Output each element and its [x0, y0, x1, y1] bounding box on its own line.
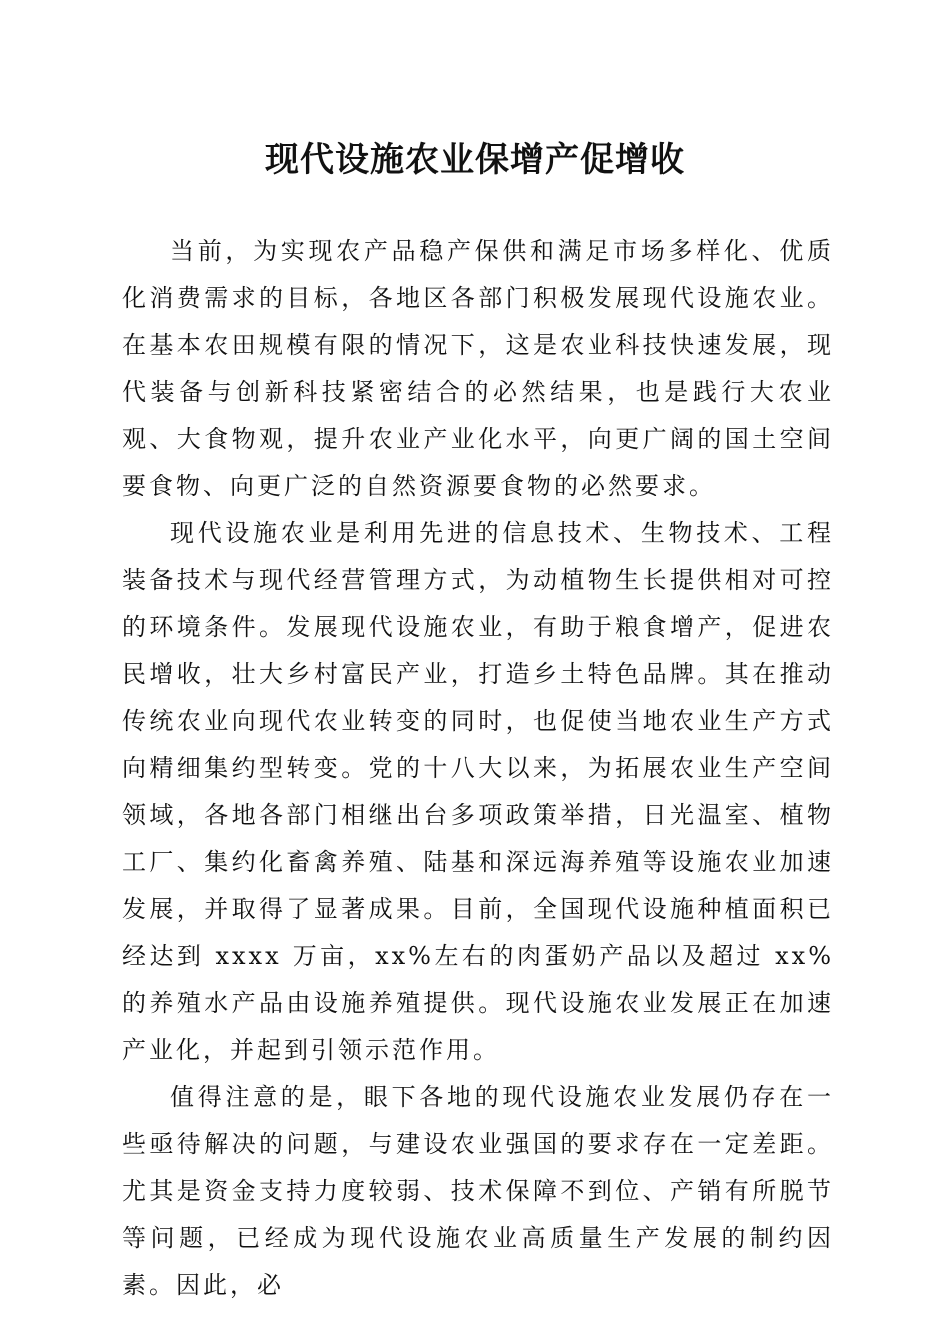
- document-body: [122, 228, 834, 1309]
- paragraph-1: 当前，为实现农产品稳产保供和满足市场多样化、优质化消费需求的目标，各地区各部门积极发展现代设施农业。在基本农田规模有限的情况下，这是农业科技快速发展，现代装备与创新科技紧密结合的必然结果，也是践行大农业观、大食物观，提升农业产业化水平，向更广阔的国土空间要食物、向更广泛的自然资源要食物的必然要求。: [122, 237, 834, 500]
- paragraph-3: 值得注意的是，眼下各地的现代设施农业发展仍存在一些亟待解决的问题，与建设农业强国的要求存在一定差距。尤其是资金支持力度较弱、技术保障不到位、产销有所脱节等问题，已经成为现代设施农业高质量生产发展的制约因素。因此，必: [122, 1083, 834, 1299]
- document-title: 现代设施农业保增产促增收: [265, 140, 685, 180]
- paragraph-2: 现代设施农业是利用先进的信息技术、生物技术、工程装备技术与现代经营管理方式，为动植物生长提供相对可控的环境条件。发展现代设施农业，有助于粮食增产，促进农民增收，壮大乡村富民产业，打造乡土特色品牌。其在推动传统农业向现代农业转变的同时，也促使当地农业生产方式向精细集约型转变。党的十八大以来，为拓展农业生产空间领域，各地各部门相继出台多项政策举措，日光温室、植物工厂、集约化畜禽养殖、陆基和深远海养殖等设施农业加速发展，并取得了显著成果。目前，全国现代设施种植面积已经达到 xxxx 万亩，xx%左右的肉蛋奶产品以及超过 xx%的养殖水产品由设施养殖提供。现代设施农业发展正在加速产业化，并起到引领示范作用。: [122, 519, 834, 1064]
